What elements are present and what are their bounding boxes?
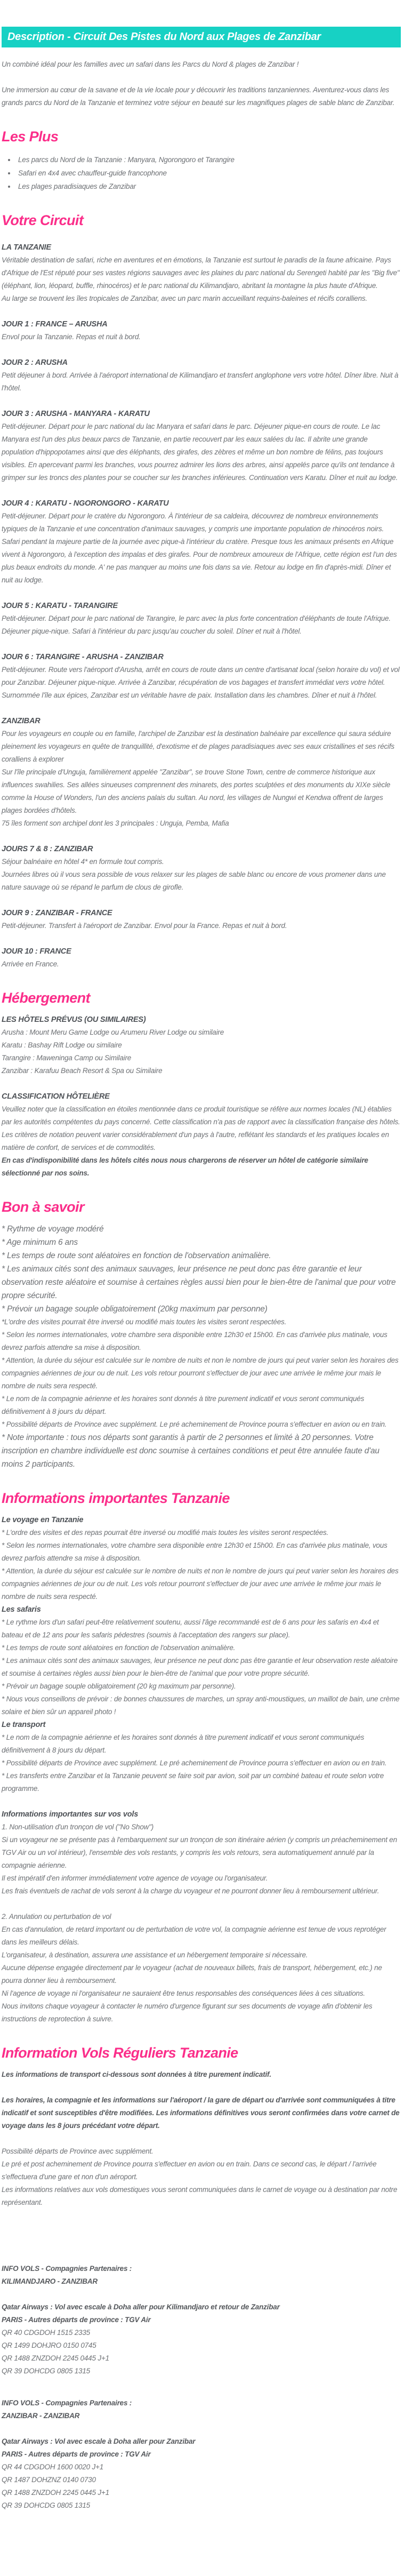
hotel-line: Karatu : Bashay Rift Lodge ou similaire [2,1041,122,1049]
flight-info-block [2,2397,401,2512]
flight-line: QR 39 DOHCDG 0805 1315 [2,2501,90,2509]
hotels-subheading: LES HÔTELS PRÉVUS (OU SIMILAIRES) [2,1015,146,1024]
note-item: * Age minimum 6 ans [2,1238,78,1247]
note-item: *L'ordre des visites pourrait être inversé ou modifié mais toutes les visites seront respectées. [2,1318,287,1326]
flight-line: QR 39 DOHCDG 0805 1315 [2,2367,90,2375]
annulation-paragraph: L'organisateur, à destination, assurera une assistance et un hébergement temporaire si nécessaire. [2,1951,308,1959]
day-heading: JOUR 4 : KARATU - NGORONGORO - KARATU [2,499,169,508]
flight-info-block [2,2262,401,2378]
classification-paragraph: Veuillez noter que la classification en étoiles mentionnée dans ce produit touristique se réfère aux normes locales (NL) établies par les autorités compétentes du pays concerné. Cette classification n'a pas de rapport avec la classification française des hôtels. Les critères de notation peuvent varier considérablement d'un pays à l'autre, reflétant les standards et les pratiques locales en matière de confort, de services et de commodités. [2,1105,400,1151]
hotel-line: Tarangire : Maweninga Camp ou Similaire [2,1054,132,1062]
no-show-paragraph: Les frais éventuels de rachat de vols seront à la charge du voyageur et ne pourront donner lieu à remboursement ultérieur. [2,1887,379,1895]
annulation-heading: 2. Annulation ou perturbation de vol [2,1913,111,1921]
circuit-paragraph: Pour les voyageurs en couple ou en famille, l'archipel de Zanzibar est la destination balnéaire par excellence qui saura séduire pleinement les voyageurs en quête de tranquillité, d'exotisme et de plages paradisiaques avec ses eaux cristallines et ses récifs coralliens à explorer [2,730,394,763]
flight-block-label: INFO VOLS - Compagnies Partenaires : [2,2399,132,2407]
section-heading-info-vols: Information Vols Réguliers Tanzanie [2,2045,238,2061]
circuit-paragraph: Au large se trouvent les îles tropicales de Zanzibar, avec un parc marin accueillant requins-baleines et récifs coralliens. [2,294,368,302]
list-item: • Les parcs du Nord de la Tanzanie : Manyara, Ngorongoro et Tarangire [16,153,401,166]
classification-subheading: CLASSIFICATION HÔTELIÈRE [2,1092,110,1101]
no-show-paragraph: Il est impératif d'en informer immédiatement votre agence de voyage ou l'organisateur. [2,1874,268,1882]
voyage-subheading: Le voyage en Tanzanie [2,1516,84,1524]
day-paragraph: Séjour balnéaire en hôtel 4* en formule tout compris. [2,858,164,866]
vols-indicatif-paragraph: Les informations de transport ci-dessous sont données à titre purement indicatif. [2,2070,271,2078]
note-item: * Prévoir un bagage souple obligatoirement (20kg maximum par personne) [2,1305,268,1314]
note-item: * Attention, la durée du séjour est calculée sur le nombre de nuits et non le nombre de jours qui peut varier selon les horaires des compagnies aériennes de jour ou de nuit. Les vols retour pourront s'effectuer de jour avec une arrivée le même jour mais le nombre de nuits sera respecté. [2,1356,399,1390]
circuit-paragraph: 75 îles forment son archipel dont les 3 principales : Unguja, Pemba, Mafia [2,819,229,827]
classification-note: En cas d'indisponibilité dans les hôtels cités nous nous chargerons de réserver un hôtel de catégorie similaire sélectionné par nos soins. [2,1156,368,1177]
vols-indicatif-paragraph: Les horaires, la compagnie et les informations sur l'aéroport / la gare de départ ou d'arrivée sont communiquées à titre indicatif et sont susceptibles d'être modifiées. Les informations définitives vous seront confirmées dans votre carnet de voyage dans les 8 jours précédant votre départ. [2,2096,400,2130]
hotel-line: Zanzibar : Karafuu Beach Resort & Spa ou Similaire [2,1067,163,1075]
flight-line: QR 40 CDGDOH 1515 2335 [2,2329,90,2337]
day-heading: JOUR 6 : TARANGIRE - ARUSHA - ZANZIBAR [2,653,164,661]
province-paragraph: Possibilité départs de Province avec supplément. [2,2147,153,2155]
day-heading: JOUR 1 : FRANCE – ARUSHA [2,320,108,329]
note-item: * Possibilité départs de Province avec supplément. Le pré acheminement de Province pourra s'effectuer en avion ou en train. [2,1420,387,1428]
section-heading-les-plus: Les Plus [2,129,59,145]
province-paragraph: Les informations relatives aux vols domestiques vous seront communiquées dans le carnet de voyage ou à destination par notre représentant. [2,2186,398,2206]
no-show-paragraph: Si un voyageur ne se présente pas à l'embarquement sur un tronçon de son itinéraire aérien (y compris un préacheminement en TGV Air ou un vol intérieur), l'ensemble des vols restants, y compris les vols retours, sera automatiquement annulé par la compagnie aérienne. [2,1836,397,1869]
intro-paragraph: Une immersion au cœur de la savane et de la vie locale pour y découvrir les traditions tanzaniennes. Aventurez-vous dans les grands parcs du Nord de la Tanzanie et terminez votre séjour en beauté sur les magnifiques plages de sable blanc de Zanzibar. [2,86,395,107]
annulation-paragraph: En cas d'annulation, de retard important ou de perturbation de votre vol, la compagnie aérienne est tenue de vous reprotéger dans les meilleurs délais. [2,1925,386,1946]
safari-item: * Prévoir un bagage souple obligatoirement (20 kg maximum par personne). [2,1682,236,1690]
day-paragraph: Petit-déjeuner. Départ pour le parc national du lac Manyara et safari dans le parc. Déjeuner pique-en cours de route. Le lac Manyara est l'un des plus beaux parcs de Tanzanie, en partie recouvert par les eaux salées du lac. Il abrite une grande population d'hippopotames ainsi que des éléphants, des girafes, des zèbres et même un bon nombre de félins, pas toujours visibles. En apercevant parmi les branches, vous pourrez admirer les lions des arbres, ainsi appelés parce qu'ils ont tendance à grimper sur les troncs des plantes pour se coucher sur les branches inférieures. Continuation vers Karatu. Dîner et nuit au lodge. [2,422,398,482]
day-heading: JOUR 2 : ARUSHA [2,358,68,367]
flight-line: QR 44 CDGDOH 1600 0020 J+1 [2,2463,104,2471]
day-paragraph: Envol pour la Tanzanie. Repas et nuit à bord. [2,333,141,341]
circuit-paragraph: Véritable destination de safari, riche en aventures et en émotions, la Tanzanie est surtout le paradis de la faune africaine. Pays d'Afrique de l'Est réputé pour ses vastes régions sauvages avec les plaines du parc national du Serengeti habité par les "Big five" (éléphant, lion, léopard, buffle, rhinocéros) et le parc national du Kilimandjaro, abritant la montagne la plus haute d'Afrique. [2,256,400,290]
flight-origin: PARIS - Autres départs de province : TGV Air [2,2450,151,2458]
safaris-subheading: Les safaris [2,1605,41,1614]
province-paragraph: Le pré et post acheminement de Province pourra s'effectuer en avion ou en train. Dans ce second cas, le départ / l'arrivée s'effectuera d'une gare et non d'un aéroport. [2,2160,377,2181]
note-item: * Le nom de la compagnie aérienne et les horaires sont donnés à titre purement indicatif et vous seront communiqués définitivement à 8 jours du départ. [2,1395,365,1415]
flight-block-route: KILIMANDJARO - ZANZIBAR [2,2277,98,2285]
safari-item: * Les temps de route sont aléatoires en fonction de l'observation animalière. [2,1644,236,1652]
circuit-subheading: ZANZIBAR [2,717,41,725]
flight-airline: Qatar Airways : Vol avec escale à Doha aller pour Zanzibar [2,2437,196,2445]
flight-origin: PARIS - Autres départs de province : TGV Air [2,2316,151,2324]
day-paragraph: Arrivée en France. [2,960,59,968]
section-heading-hebergement: Hébergement [2,990,90,1006]
intro-paragraph: Un combiné idéal pour les familles avec un safari dans les Parcs du Nord & plages de Zanzibar ! [2,60,299,68]
day-paragraph: Petit-déjeuner. Route vers l'aéroport d'Arusha, arrêt en cours de route dans un centre d'artisanat local (selon horaire du vol) et vol pour Zanzibar. Déjeuner pique-nique. Arrivée à Zanzibar, récupération de vos bagages et transfert immédiat vers votre hôtel. Surnommée l'île aux épices, Zanzibar est un véritable havre de paix. Installation dans les chambres. Dîner et nuit à l'hôtel. [2,666,400,699]
day-heading: JOUR 3 : ARUSHA - MANYARA - KARATU [2,410,150,418]
circuit-paragraph: Sur l'île principale d'Unguja, familièrement appelée "Zanzibar", se trouve Stone Town, centre de commerce historique aux influences swahilies. Ses allées sinueuses comprennent des minarets, des portes sculptées et des monuments du XIXe siècle comme la House of Wonders, l'un des anciens palais du sultan. Au nord, les villages de Nungwi et Kendwa offrent de larges plages bordées d'hôtels. [2,768,391,814]
transport-item: * Les transferts entre Zanzibar et la Tanzanie peuvent se faire soit par avion, soit par un combiné bateau et route selon votre programme. [2,1772,384,1793]
annulation-paragraph: Ni l'agence de voyage ni l'organisateur ne sauraient être tenus responsables des conséquences liées à ces situations. [2,1989,365,1997]
hotel-line: Arusha : Mount Meru Game Lodge ou Arumeru River Lodge ou similaire [2,1028,224,1036]
section-heading-infos-importantes: Informations importantes Tanzanie [2,1490,230,1506]
day-heading: JOURS 7 & 8 : ZANZIBAR [2,845,93,853]
day-heading: JOUR 9 : ZANZIBAR - FRANCE [2,909,112,917]
transport-item: * Le nom de la compagnie aérienne et les horaires sont donnés à titre purement indicatif et vous seront communiqués définitivement à 8 jours du départ. [2,1733,365,1754]
section-heading-bon-a-savoir: Bon à savoir [2,1199,84,1215]
day-heading: JOUR 5 : KARATU - TARANGIRE [2,602,118,610]
safari-item: * Les animaux cités sont des animaux sauvages, leur présence ne peut donc pas être garantie et leur observation reste aléatoire et soumise à certaines règles aussi bien pour le bien-être de l'animal que pour votre propre sécurité. [2,1657,398,1677]
flight-block-label: INFO VOLS - Compagnies Partenaires : [2,2265,132,2273]
note-item: * Rythme de voyage modéré [2,1225,104,1234]
vols-subheading: Informations importantes sur vos vols [2,1810,139,1819]
note-item: * Les animaux cités sont des animaux sauvages, leur présence ne peut donc pas être garantie et leur observation reste aléatoire et soumise à certaines règles aussi bien pour le bien-être de l'animal que pour votre propre sécurité. [2,1265,396,1300]
flight-line: QR 1487 DOHZNZ 0140 0730 [2,2476,96,2484]
day-paragraph: Petit-déjeuner. Départ pour le cratère du Ngorongoro. À l'intérieur de sa caldeira, découvrez de nombreux environnements typiques de la Tanzanie et une concentration d'animaux sauvages, y compris une importante population de rhinocéros noirs. Safari pendant la majeure partie de la journée avec pique-à l'intérieur du cratère. Presque tous les animaux présents en Afrique vivent à Ngorongoro, à l'exception des impalas et des girafes. Pour de nombreux amoureux de l'Afrique, cette région est l'un des plus beaux endroits du monde. A' ne pas manquer au moins une fois dans sa vie. Retour au lodge en fin d'après-midi. Dîner et nuit au lodge. [2,512,397,584]
les-plus-list [16,153,401,193]
day-paragraph: Petit-déjeuner. Transfert à l'aéroport de Zanzibar. Envol pour la France. Repas et nuit à bord. [2,922,287,930]
list-item: • Les plages paradisiaques de Zanzibar [16,180,401,193]
safari-item: * Le rythme lors d'un safari peut-être relativement soutenu, aussi l'âge recommandé est de 6 ans pour les safaris en 4x4 et bateau et de 12 ans pour les safaris pédestres (soumis à l'acceptation des rangers sur place). [2,1618,379,1639]
page-title: Description - Circuit Des Pistes du Nord aux Plages de Zanzibar [7,31,321,43]
page-title-bar [2,27,401,47]
no-show-heading: 1. Non-utilisation d'un tronçon de vol ("No Show") [2,1823,154,1831]
section-heading-votre-circuit: Votre Circuit [2,212,84,228]
description-page [0,27,404,2576]
voyage-item: * Selon les normes internationales, votre chambre sera disponible entre 12h30 et 15h00. En cas d'arrivée plus matinale, vous devrez parfois attendre sa mise à disposition. [2,1541,387,1562]
annulation-paragraph: Nous invitons chaque voyageur à contacter le numéro d'urgence figurant sur ses documents de voyage afin d'obtenir les instructions de reprotection à suivre. [2,2002,373,2023]
voyage-item: * L'ordre des visites et des repas pourrait être inversé ou modifié mais toutes les visites seront respectées. [2,1529,329,1537]
day-paragraph: Journées libres où il vous sera possible de vous relaxer sur les plages de sable blanc ou encore de vous promener dans une nature sauvage où se répand le parfum de clous de girofle. [2,870,386,891]
annulation-paragraph: Aucune dépense engagée directement par le voyageur (achat de nouveaux billets, frais de transport, hébergement, etc.) ne pourra donner lieu à remboursement. [2,1964,382,1985]
note-item: * Selon les normes internationales, votre chambre sera disponible entre 12h30 et 15h00. En cas d'arrivée plus matinale, vous devrez parfois attendre sa mise à disposition. [2,1331,387,1351]
note-item: * Les temps de route sont aléatoires en fonction de l'observation animalière. [2,1251,271,1260]
note-item-important: * Note importante : tous nos départs sont garantis à partir de 2 personnes et limité à 20 personnes. Votre inscription en chambre individuelle est donc soumise à certaines conditions et peut être annulée faute d'au moins 2 participants. [2,1433,379,1469]
flight-line: QR 1488 ZNZDOH 2245 0445 J+1 [2,2489,109,2497]
voyage-item: * Attention, la durée du séjour est calculée sur le nombre de nuits et non le nombre de jours qui peut varier selon les horaires des compagnies aériennes de jour ou de nuit. Les vols retour pourront s'effectuer de jour avec une arrivée le même jour mais le nombre de nuits sera respecté. [2,1567,399,1601]
flight-line: QR 1488 ZNZDOH 2245 0445 J+1 [2,2354,109,2362]
transport-subheading: Le transport [2,1721,46,1729]
flight-line: QR 1499 DOHJRO 0150 0745 [2,2341,96,2349]
flight-block-route: ZANZIBAR - ZANZIBAR [2,2412,80,2420]
flight-airline: Qatar Airways : Vol avec escale à Doha aller pour Kilimandjaro et retour de Zanzibar [2,2303,280,2311]
day-paragraph: Petit-déjeuner. Départ pour le parc national de Tarangire, le parc avec la plus forte concentration d'éléphants de toute l'Afrique. Déjeuner pique-nique. Safari à l'intérieur du parc jusqu'au coucher du soleil. Dîner et nuit à l'hôtel. [2,614,391,635]
list-item: • Safari en 4x4 avec chauffeur-guide francophone [16,166,401,180]
day-paragraph: Petit déjeuner à bord. Arrivée à l'aéroport international de Kilimandjaro et transfert anglophone vers votre hôtel. Dîner libre. Nuit à l'hôtel. [2,371,399,392]
transport-item: * Possibilité départs de Province avec supplément. Le pré acheminement de Province pourra s'effectuer en avion ou en train. [2,1759,387,1767]
safari-item: * Nous vous conseillons de prévoir : de bonnes chaussures de marches, un spray anti-moustiques, un maillot de bain, une crème solaire et bien sûr un appareil photo ! [2,1695,400,1716]
circuit-subheading: LA TANZANIE [2,243,51,252]
day-heading: JOUR 10 : FRANCE [2,947,71,956]
